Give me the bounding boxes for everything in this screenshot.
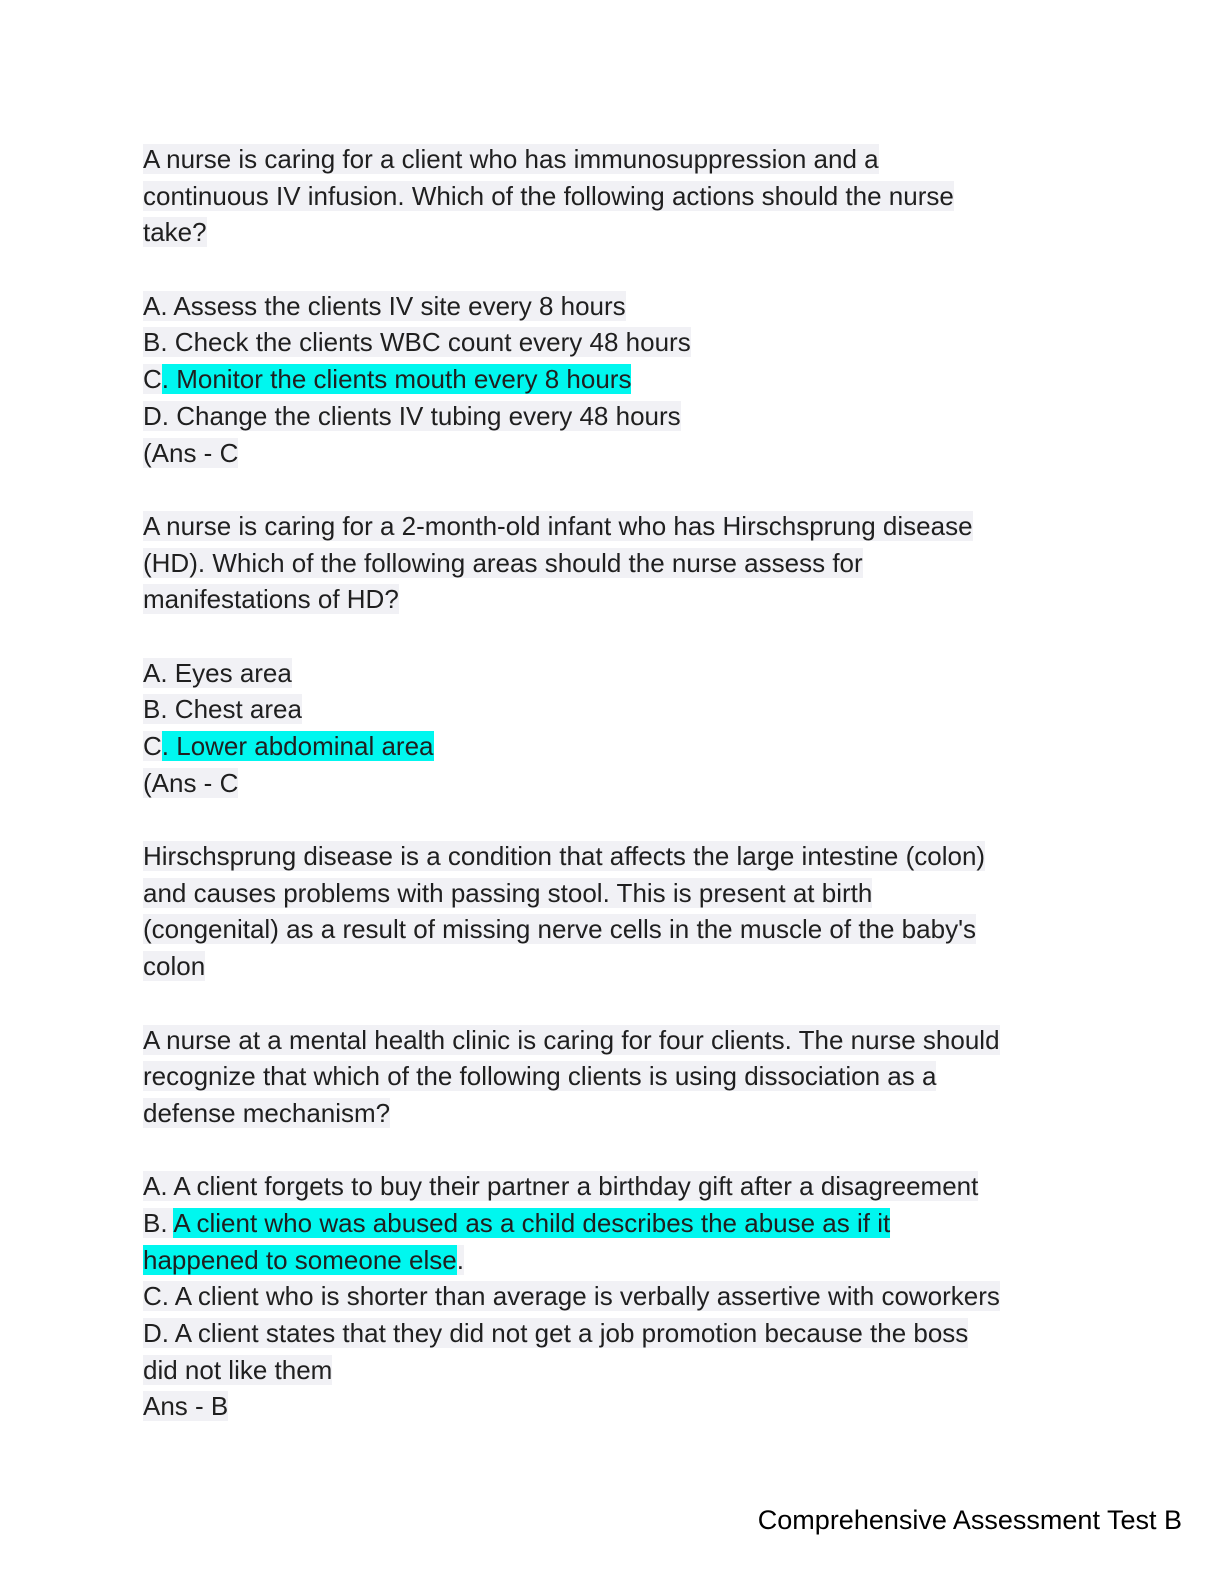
spacer bbox=[143, 471, 1083, 508]
q3-option-a: A. A client forgets to buy their partner a birthday gift after a disagreement bbox=[143, 1171, 979, 1202]
q1-answer: (Ans - C bbox=[143, 437, 239, 468]
q3-option-d-line-1: D. A client states that they did not get a job promotion because the boss bbox=[143, 1318, 969, 1348]
q2-stem-line-3: manifestations of HD? bbox=[143, 584, 399, 615]
q2-stem-line-1: A nurse is caring for a 2-month-old infant who has Hirschsprung disease bbox=[143, 510, 973, 541]
q2-explanation-line-2: and causes problems with passing stool. This is present at birth bbox=[143, 877, 873, 908]
spacer bbox=[143, 1132, 1083, 1169]
q2-explanation-line-1: Hirschsprung disease is a condition that affects the large intestine (colon) bbox=[143, 841, 986, 872]
q2-option-c: C. Lower abdominal area bbox=[143, 731, 434, 761]
q1-option-a: A. Assess the clients IV site every 8 hours bbox=[143, 290, 626, 321]
q2-explanation-line-4: colon bbox=[143, 951, 206, 982]
q2-option-b: B. Chest area bbox=[143, 694, 302, 725]
q3-stem-line-2: recognize that which of the following clients is using dissociation as a bbox=[143, 1061, 937, 1092]
q1-option-b: B. Check the clients WBC count every 48 hours bbox=[143, 327, 691, 358]
q3-option-d-line-2: did not like them bbox=[143, 1354, 333, 1385]
q2-option-a: A. Eyes area bbox=[143, 657, 292, 688]
q1-stem-line-2: continuous IV infusion. Which of the following actions should the nurse bbox=[143, 180, 954, 211]
q3-correct-highlight-1: A client who was abused as a child describes the abuse as if it bbox=[173, 1207, 891, 1238]
spacer bbox=[143, 985, 1083, 1022]
q2-correct-highlight: . Lower abdominal area bbox=[161, 731, 434, 761]
spacer bbox=[143, 251, 1083, 288]
q2-stem-line-2: (HD). Which of the following areas should the nurse assess for bbox=[143, 547, 863, 578]
q3-stem-line-1: A nurse at a mental health clinic is caring for four clients. The nurse should bbox=[143, 1024, 1000, 1055]
q3-stem-line-3: defense mechanism? bbox=[143, 1097, 391, 1128]
q3-option-c: C. A client who is shorter than average is verbally assertive with coworkers bbox=[143, 1281, 1000, 1312]
q3-option-b-line-1: B. A client who was abused as a child describes the abuse as if it bbox=[143, 1207, 891, 1238]
q3-option-b-line-2: happened to someone else. bbox=[143, 1244, 464, 1275]
q1-option-c: C. Monitor the clients mouth every 8 hours bbox=[143, 364, 632, 395]
spacer bbox=[143, 618, 1083, 655]
q3-correct-highlight-2: happened to someone else bbox=[143, 1244, 457, 1275]
q1-stem-line-3: take? bbox=[143, 217, 207, 248]
q1-correct-highlight: . Monitor the clients mouth every 8 hours bbox=[161, 364, 632, 395]
q2-explanation-line-3: (congenital) as a result of missing nerve cells in the muscle of the baby's bbox=[143, 914, 977, 945]
page-footer: Comprehensive Assessment Test B bbox=[757, 1505, 1182, 1535]
q1-stem-line-1: A nurse is caring for a client who has immunosuppression and a bbox=[143, 144, 879, 174]
q1-option-d: D. Change the clients IV tubing every 48 hours bbox=[143, 400, 681, 431]
q2-answer: (Ans - C bbox=[143, 767, 239, 798]
spacer bbox=[143, 801, 1083, 838]
document-page bbox=[143, 141, 1083, 1425]
q3-answer: Ans - B bbox=[143, 1391, 229, 1422]
